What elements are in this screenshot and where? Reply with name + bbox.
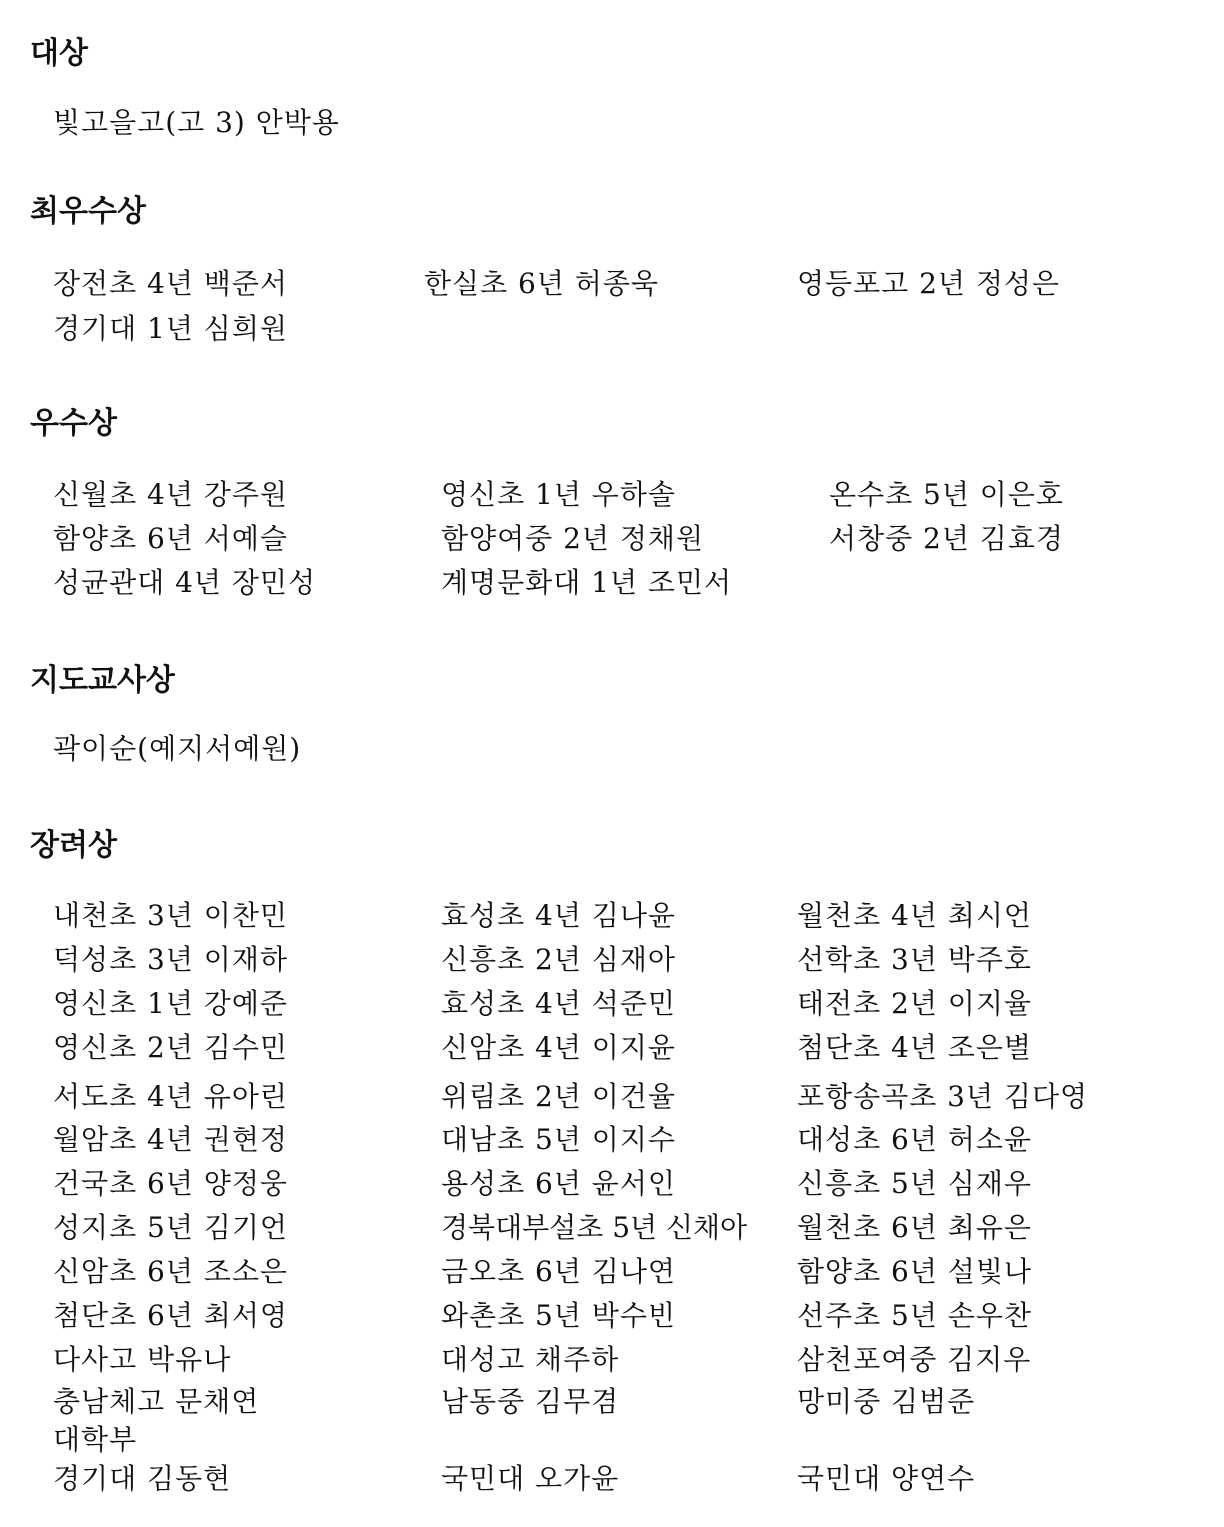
encouragement-winner: 대성초 6년 허소윤 <box>797 1123 1032 1156</box>
encouragement-winner: 대남초 5년 이지수 <box>441 1123 676 1156</box>
excellence-winner: 영등포고 2년 정성은 <box>797 267 1061 300</box>
excellence-winner: 한실초 6년 허종욱 <box>424 267 659 300</box>
encouragement-winner: 영신초 2년 김수민 <box>53 1031 288 1064</box>
encouragement-winner: 신흥초 2년 심재아 <box>441 943 676 976</box>
encouragement-winner: 다사고 박유나 <box>53 1343 232 1376</box>
merit-heading: 우수상 <box>30 406 117 441</box>
encouragement-winner: 신흥초 5년 심재우 <box>797 1167 1032 1200</box>
encouragement-winner: 위림초 2년 이건율 <box>441 1080 676 1113</box>
encouragement-winner: 첨단초 6년 최서영 <box>53 1299 288 1332</box>
encouragement-winner: 신암초 4년 이지윤 <box>441 1031 676 1064</box>
university-division-label: 대학부 <box>53 1423 138 1456</box>
encouragement-winner: 월천초 6년 최유은 <box>797 1211 1032 1244</box>
encouragement-winner: 신암초 6년 조소은 <box>53 1255 288 1288</box>
merit-winner: 영신초 1년 우하솔 <box>441 478 676 511</box>
encouragement-winner: 함양초 6년 설빛나 <box>797 1255 1032 1288</box>
encouragement-heading: 장려상 <box>30 828 117 863</box>
encouragement-winner: 월천초 4년 최시언 <box>797 899 1032 932</box>
encouragement-winner: 건국초 6년 양정웅 <box>53 1167 288 1200</box>
encouragement-winner: 경기대 김동현 <box>53 1462 232 1495</box>
merit-winner: 함양초 6년 서예슬 <box>53 522 288 555</box>
encouragement-winner: 국민대 양연수 <box>797 1462 976 1495</box>
encouragement-winner: 충남체고 문채연 <box>53 1385 260 1418</box>
encouragement-winner: 효성초 4년 석준민 <box>441 987 676 1020</box>
merit-winner: 서창중 2년 김효경 <box>829 522 1064 555</box>
encouragement-winner: 첨단초 4년 조은별 <box>797 1031 1032 1064</box>
encouragement-winner: 대성고 채주하 <box>441 1343 620 1376</box>
encouragement-winner: 용성초 6년 윤서인 <box>441 1167 676 1200</box>
encouragement-winner: 덕성초 3년 이재하 <box>53 943 288 976</box>
encouragement-winner: 금오초 6년 김나연 <box>441 1255 676 1288</box>
excellence-winner: 경기대 1년 심희원 <box>53 312 288 345</box>
grand-prize-heading: 대상 <box>30 36 88 71</box>
excellence-heading: 최우수상 <box>30 194 146 229</box>
encouragement-winner: 포항송곡초 3년 김다영 <box>797 1080 1089 1113</box>
merit-winner: 성균관대 4년 장민성 <box>53 566 317 599</box>
encouragement-winner: 와촌초 5년 박수빈 <box>441 1299 676 1332</box>
merit-winner: 함양여중 2년 정채원 <box>441 522 705 555</box>
merit-winner: 온수초 5년 이은호 <box>829 478 1064 511</box>
teacher-award-heading: 지도교사상 <box>30 663 175 698</box>
encouragement-winner: 월암초 4년 권현정 <box>53 1123 288 1156</box>
encouragement-winner: 삼천포여중 김지우 <box>797 1343 1032 1376</box>
encouragement-winner: 서도초 4년 유아린 <box>53 1080 288 1113</box>
excellence-winner: 장전초 4년 백준서 <box>53 267 288 300</box>
merit-winner: 계명문화대 1년 조민서 <box>441 566 733 599</box>
merit-winner: 신월초 4년 강주원 <box>53 478 288 511</box>
grand-prize-winner: 빛고을고(고 3) 안박용 <box>53 106 340 139</box>
encouragement-winner: 국민대 오가윤 <box>441 1462 620 1495</box>
encouragement-winner: 효성초 4년 김나윤 <box>441 899 676 932</box>
encouragement-winner: 선학초 3년 박주호 <box>797 943 1032 976</box>
encouragement-winner: 태전초 2년 이지율 <box>797 987 1032 1020</box>
encouragement-winner: 망미중 김범준 <box>797 1385 976 1418</box>
encouragement-winner: 영신초 1년 강예준 <box>53 987 288 1020</box>
encouragement-winner: 내천초 3년 이찬민 <box>53 899 288 932</box>
encouragement-winner: 성지초 5년 김기언 <box>53 1211 288 1244</box>
teacher-award-winner: 곽이순(예지서예원) <box>53 732 302 765</box>
encouragement-winner: 선주초 5년 손우찬 <box>797 1299 1032 1332</box>
encouragement-winner: 남동중 김무겸 <box>441 1385 620 1418</box>
encouragement-winner: 경북대부설초 5년 신채아 <box>441 1211 748 1244</box>
